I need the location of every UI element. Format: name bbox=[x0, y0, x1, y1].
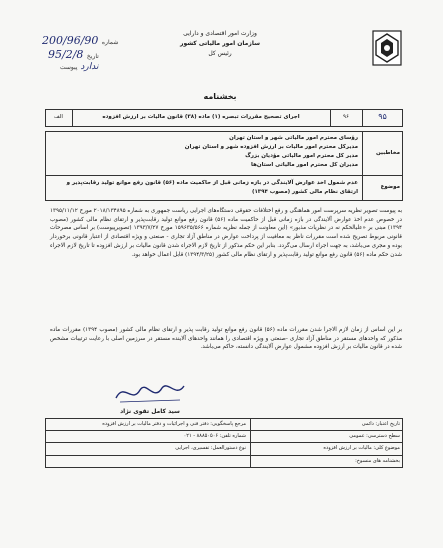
addressee-line-3: مدیر کل محترم امور مالیاتی مؤدیان بزرگ bbox=[245, 153, 358, 159]
footer-validity: تاریخ اعتبار: دائمی bbox=[361, 421, 400, 427]
body-paragraph-1: به پیوست تصویر نظریه سرپرست امور هماهنگی و رفع اختلافات حقوقی دستگاه‌های اجرایی ریاست جمهوری به شماره ۲۰۱۸/۱۳۴۸۹۵ مورخ ۱۳۹۵/۱۱/۱۲ در خصوص عدم اخذ عوارض آلایندگی در بازه زمانی قبل از حاکمیت ماده (۵۶) قانون رفع موانع تولید رقابت‌پذیر و ارتقای نظام مالی کشور (مصوب ۱۳۹۴) مبنی بر «علیالحکم نه در نظریات مذبور» (این معاونت از جمله نظریه شماره ۱۵۹۶۳۵/۵۶۶ مورخ ۱۳۹۳/۷/۲۷ (تصویرپیوست) بر اساس مصرحات قانونی مربوط تصریح شده است مقررات ناظر به معافیت از پرداخت عوارض در مناطق آزاد تجاری - صنعتی و ویژه اقتصادی از اعتبار قانونی برخوردار بوده و مجری می‌باشد، به جهت اجراء ارسال می‌گردد. بنابر این حکم مذکور از تاریخ لازم الاجراء شدن قانون مالیات بر ارزش افزوده تا تاریخ لازم الاجراء شدن حکم ماده (۵۶) قانون رفع موانع تولید رقابت‌پذیر و ارتقای نظام مالی کشور (۱۳۹۴/۳/۲۵) قابل اعمال خواهد بود. bbox=[50, 208, 403, 258]
footer-phone: شماره تلفن: ۸۸۸۵۰۵۰۶ - ۰۲۱ bbox=[183, 433, 246, 439]
document-title: بخشنامه bbox=[203, 92, 237, 101]
addressee-line-4: مدیران کل محترم امور مالیاتی استان‌ها bbox=[251, 162, 358, 168]
header-code-cell: ۹۶ bbox=[343, 114, 349, 120]
footer-revoked: بخشنامه های منسوخ: bbox=[355, 458, 400, 464]
handwritten-attachment: ندارد پیوست bbox=[60, 62, 99, 72]
signature-scribble bbox=[110, 378, 190, 408]
addressees-label: مخاطبین bbox=[375, 150, 400, 156]
subject-text: عدم شمول اخذ عوارض آلایندگی در بازه زمانی قبل از حاکمیت ماده (۵۶) قانون رفع موانع تولید رقابت‌پذیر و ارتقای نظام مالی کشور (مصوب ۱۳۹۴) bbox=[66, 180, 358, 195]
header-alef-cell: الف bbox=[54, 114, 63, 120]
handwritten-date: 95/2/8 تاریخ bbox=[48, 48, 99, 61]
header-subject-line: اجرای تصحیح مقررات تبصره (۱) ماده (۳۸) قانون مالیات بر ارزش افزوده bbox=[102, 114, 300, 120]
office-name: رئیس کل bbox=[208, 50, 232, 57]
addressee-line-2: مدیرکل محترم امور مالیات بر ارزش افزوده شهر و استان تهران bbox=[184, 144, 358, 150]
header-number-cell: ۹۵ bbox=[378, 112, 387, 121]
footer-access-level: سطح دسترسی: عمومی bbox=[349, 433, 400, 439]
organization-logo-icon bbox=[372, 30, 402, 66]
footer-subject-keyword: موضوع کلی: مالیات بر ارزش افزوده bbox=[323, 445, 400, 451]
addressee-line-1: رؤسای محترم امور مالیاتی شهر و استان تهران bbox=[229, 135, 358, 141]
handwritten-number: 200/96/90 شماره bbox=[42, 34, 119, 47]
body-paragraph-2: بر این اساس از زمان لازم الاجرا شدن مقررات ماده (۵۶) قانون رفع موانع تولید رقابت پذیر و ارتقای نظام مالی کشور (مصوب ۱۳۹۴) مقررات ماده مذکور که واحدهای مستقر در مناطق آزاد تجاری -صنعتی و ویژه اقتصادی را همانند واحدهای آلاینده مستقر در سرزمین اصلی با رعایت ترتیبات مشخص شده در قانون مالیات بر ارزش افزوده مشمول عوارض آلایندگی دانسته، حاکم می‌باشد. bbox=[50, 327, 403, 351]
ministry-name: وزارت امور اقتصادی و دارایی bbox=[183, 30, 257, 37]
footer-instruction-type: نوع دستورالعمل: تفسیری، اجرایی bbox=[175, 445, 246, 451]
footer-distribution: مرجع پاسخگویی: دفتر فنی و اجرائیات و دفتر مالیات بر ارزش افزوده bbox=[102, 421, 246, 427]
signatory-name: سید کامل تقوی نژاد bbox=[120, 408, 180, 415]
subject-label: موضوع bbox=[380, 184, 400, 190]
organization-name: سازمان امور مالیاتی کشور bbox=[179, 40, 260, 47]
